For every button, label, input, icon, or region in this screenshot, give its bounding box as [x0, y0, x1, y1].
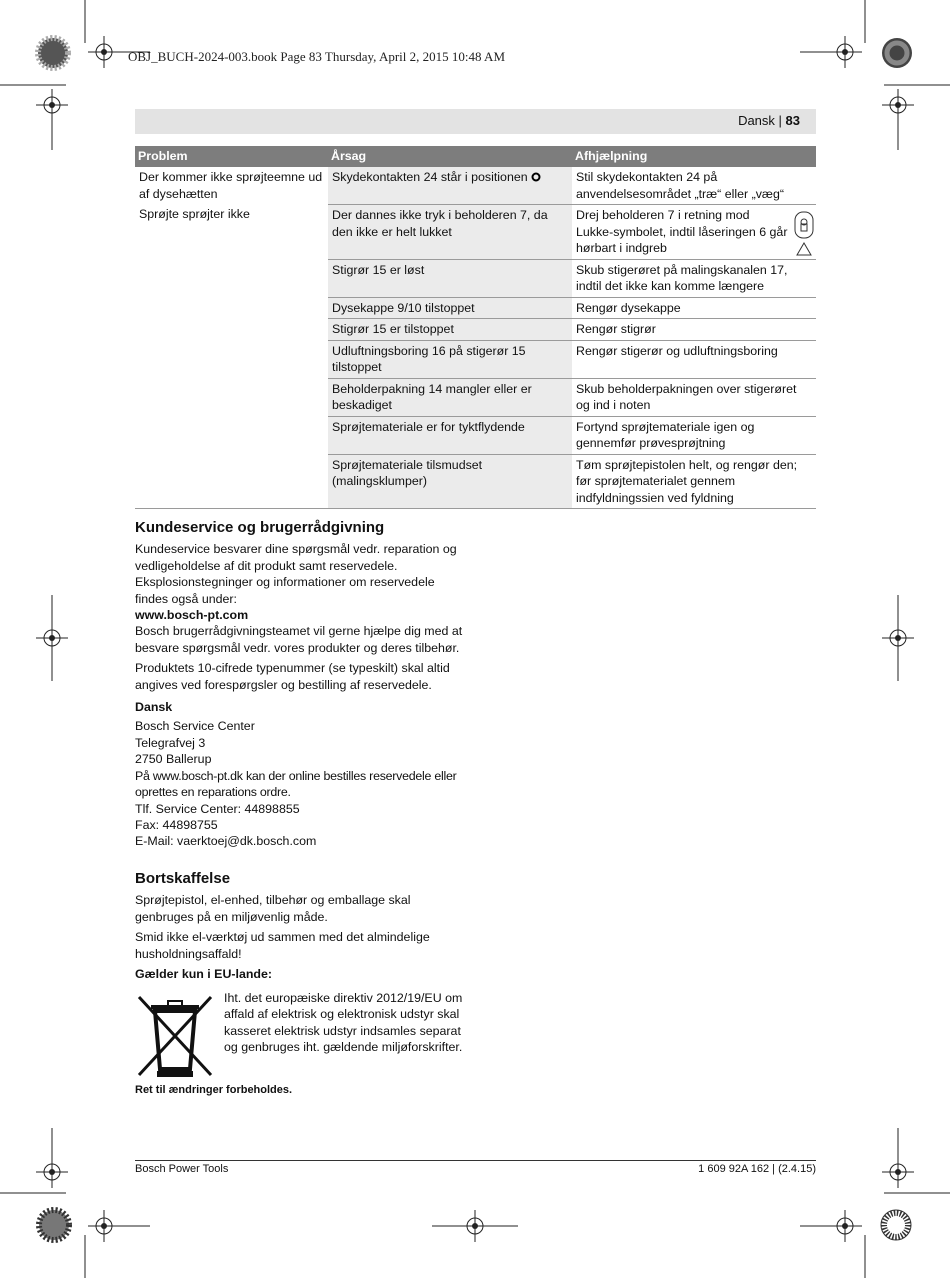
position-circle-icon — [531, 172, 541, 182]
crossed-bin-icon — [135, 993, 215, 1079]
change-note: Ret til ændringer forbeholdes. — [135, 1084, 293, 1096]
disposal-text: Sprøjtepistol, el-enhed, tilbehør og emballage skal genbruges på en miljøvenlig måde. — [135, 893, 411, 924]
cause-cell: Dysekappe 9/10 tilstoppet — [328, 297, 572, 319]
cause-cell: Udluftningsboring 16 på stigerør 15 tilstoppet — [328, 340, 572, 378]
address-line: Bosch Service Center — [135, 719, 255, 734]
cause-cell: Stigrør 15 er løst — [328, 259, 572, 297]
col-header-cause: Årsag — [328, 146, 572, 167]
remedy-cell: Rengør stigerør og udluftningsboring — [572, 340, 816, 378]
country-label: Dansk — [135, 700, 173, 715]
problem-text: Der kommer ikke sprøjteemne ud af dysehætten — [139, 170, 323, 201]
footer-left: Bosch Power Tools — [135, 1163, 229, 1175]
remedy-cell: Skub beholderpakningen over stigerøret og ind i noten — [572, 378, 816, 416]
cause-cell: Beholderpakning 14 mangler eller er beskadiget — [328, 378, 572, 416]
running-header — [135, 109, 816, 134]
fax-text: Fax: 44898755 — [135, 817, 218, 832]
address-line: 2750 Ballerup — [135, 752, 212, 767]
weee-text: Iht. det europæiske direktiv 2012/19/EU om affald af elektrisk og elektronisk udstyr skal kasseret elektrisk udstyr indsamles separat og genbruges iht. gældende miljøforskrifter. — [224, 991, 463, 1055]
phone-text: Tlf. Service Center: 44898855 — [135, 801, 300, 816]
disposal-section — [135, 871, 465, 982]
cause-cell: Stigrør 15 er tilstoppet — [328, 319, 572, 341]
warning-triangle-icon — [796, 242, 812, 256]
remedy-cell: Rengør dysekappe — [572, 297, 816, 319]
eu-label: Gælder kun i EU-lande: — [135, 967, 273, 982]
troubleshooting-table — [135, 146, 816, 509]
problem-text: Sprøjte sprøjter ikke — [139, 207, 250, 221]
col-header-problem: Problem — [135, 146, 328, 167]
col-header-remedy: Afhjælpning — [572, 146, 816, 167]
service-text: Kundeservice besvarer dine spørgsmål vedr. reparation og vedligeholdelse af dit produkt samt reservedele. Eksplosionstegninger og informationer om reservedele findes også under: — [135, 542, 457, 606]
cause-cell: Der dannes ikke tryk i beholderen 7, da den ikke er helt lukket — [328, 205, 572, 260]
disposal-heading: Bortskaffelse — [135, 870, 231, 887]
service-heading: Kundeservice og brugerrådgivning — [135, 519, 385, 536]
service-section — [135, 520, 465, 850]
remedy-cell: Rengør stigrør — [572, 319, 816, 341]
email-text: E-Mail: vaerktoej@dk.bosch.com — [135, 834, 317, 849]
remedy-cell: Tøm sprøjtepistolen helt, og rengør den; før sprøjtematerialet gennem indfyldningssien ved fyldning — [572, 454, 816, 509]
lock-symbol-icon — [794, 211, 814, 239]
remedy-cell: Stil skydekontakten 24 på anvendelsesområdet „træ“ eller „væg“ — [572, 167, 816, 205]
disposal-text: Smid ikke el-værktøj ud sammen med det almindelige husholdningsaffald! — [135, 930, 430, 961]
cause-cell: Skydekontakten 24 står i positionen — [328, 167, 572, 205]
service-text: Produktets 10-cifrede typenummer (se typeskilt) skal altid angives ved forespørgsler og bestilling af reservedele. — [135, 661, 450, 692]
remedy-cell: Drej beholderen 7 i retning mod Lukke-symbolet, indtil låseringen 6 går hørbart i indgreb — [572, 205, 816, 260]
cause-cell: Sprøjtemateriale tilsmudset (malingsklumper) — [328, 454, 572, 509]
address-line: Telegrafvej 3 — [135, 735, 206, 750]
book-header: OBJ_BUCH-2024-003.book Page 83 Thursday, April 2, 2015 10:48 AM — [128, 49, 505, 64]
problem-cell — [135, 167, 328, 509]
running-header-label: Dansk | 83 — [738, 113, 800, 128]
remedy-cell: Fortynd sprøjtemateriale igen og gennemfør prøvesprøjtning — [572, 416, 816, 454]
service-text: Bosch brugerrådgivningsteamet vil gerne hjælpe dig med at besvare spørgsmål vedr. vores produkter og deres tilbehør. — [135, 624, 463, 655]
service-url-link[interactable]: www.bosch-pt.com — [135, 608, 249, 623]
table-row — [135, 167, 816, 205]
remedy-cell: Skub stigerøret på malingskanalen 17, indtil det ikke kan komme længere — [572, 259, 816, 297]
online-order-text: På www.bosch-pt.dk kan der online bestilles reservedele eller oprettes en reparations ordre. — [135, 768, 457, 800]
footer-divider — [135, 1160, 816, 1161]
cause-cell: Sprøjtemateriale er for tyktflydende — [328, 416, 572, 454]
footer-right: 1 609 92A 162 | (2.4.15) — [698, 1163, 816, 1175]
